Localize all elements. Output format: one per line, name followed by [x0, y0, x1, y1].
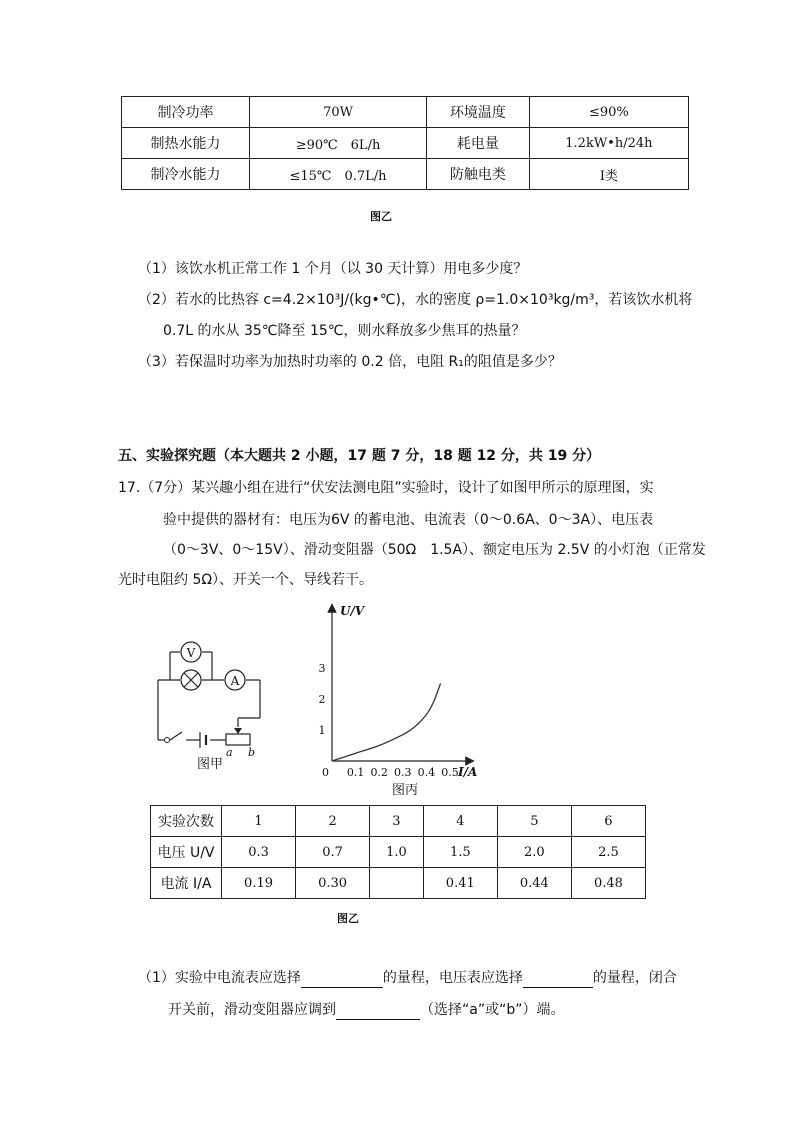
- problem-17-line-1: 17.（7分）某兴趣小组在进行“伏安法测电阻”实验时，设计了如图甲所示的原理图，实: [118, 480, 654, 496]
- table-row: [122, 128, 689, 159]
- table-cell: 5: [497, 806, 571, 837]
- problem-17-line-3: （0～3V、0～15V）、滑动变阻器（50Ω 1.5A）、额定电压为 2.5V 的小灯泡（正常发: [163, 542, 706, 558]
- x-tick-label: 0.1: [346, 766, 365, 779]
- switch-contact: [165, 738, 170, 743]
- experiment-table: [150, 805, 646, 899]
- spec-table: [121, 96, 689, 190]
- table-row: [151, 806, 646, 837]
- table-cell: 环境温度: [426, 97, 529, 128]
- table-cell: 1.5: [423, 837, 497, 868]
- table-cell: 制冷水能力: [122, 159, 250, 190]
- question-text: 开关前，滑动变阻器应调到: [168, 1002, 336, 1018]
- table-cell: Ⅰ类: [529, 159, 688, 190]
- table-cell: 0.44: [497, 868, 571, 899]
- u-i-curve: [332, 684, 441, 762]
- table-row: [151, 868, 646, 899]
- table-cell: 2: [296, 806, 370, 837]
- x-tick-label: 0.3: [394, 766, 412, 779]
- table-cell: 0.19: [222, 868, 296, 899]
- question-3: （3）若保温时功率为加热时功率的 0.2 倍，电阻 R₁的阻值是多少？: [138, 354, 562, 370]
- x-axis-label: I/A: [458, 765, 478, 779]
- table-cell: 1: [222, 806, 296, 837]
- ammeter-label: A: [230, 674, 240, 688]
- table-cell: 实验次数: [151, 806, 222, 837]
- question-text: （1）实验中电流表应选择: [138, 970, 301, 986]
- question-1: （1）该饮水机正常工作 1 个月（以 30 天计算）用电多少度？: [138, 261, 528, 277]
- u-i-chart: [310, 600, 480, 800]
- y-tick-label: 1: [318, 724, 326, 737]
- table-cell: 0.41: [423, 868, 497, 899]
- question-b-line-1: [138, 968, 677, 988]
- voltmeter-label: V: [186, 646, 196, 660]
- answer-blank[interactable]: [523, 971, 593, 988]
- table-row: [151, 837, 646, 868]
- table-cell: 制冷功率: [122, 97, 250, 128]
- question-text: 的量程，电压表应选择: [382, 970, 523, 986]
- table-cell: 0.48: [571, 868, 645, 899]
- table-cell: 4: [423, 806, 497, 837]
- chart-caption: 图丙: [391, 783, 419, 798]
- circuit-diagram: [150, 635, 270, 775]
- origin-label: 0: [322, 766, 329, 779]
- figure-caption: 图乙: [370, 210, 392, 223]
- table-cell: 70W: [250, 97, 427, 128]
- problem-17-line-4: 光时电阻约 5Ω）、开关一个、导线若干。: [118, 572, 374, 588]
- y-axis-label: U/V: [340, 604, 365, 618]
- table-cell: ≤90%: [529, 97, 688, 128]
- question-text: 的量程，闭合: [592, 970, 677, 986]
- y-tick-label: 3: [318, 662, 326, 675]
- table-cell: [370, 868, 424, 899]
- table-cell: 电流 I/A: [151, 868, 222, 899]
- question-b-line-2: [168, 1000, 564, 1020]
- x-tick-label: 0.5: [441, 766, 459, 779]
- figure-caption: 图乙: [337, 912, 359, 925]
- table-cell: 电压 U/V: [151, 837, 222, 868]
- y-tick-label: 2: [318, 693, 326, 706]
- table-cell: 制热水能力: [122, 128, 250, 159]
- answer-blank[interactable]: [336, 1003, 420, 1020]
- rheostat-slider: [234, 728, 242, 734]
- terminal-a-label: a: [226, 746, 233, 759]
- table-cell: 防触电类: [426, 159, 529, 190]
- table-cell: ≥90℃ 6L/h: [250, 128, 427, 159]
- table-cell: 1.2kW•h/24h: [529, 128, 688, 159]
- terminal-b-label: b: [248, 746, 256, 759]
- section-heading: 五、实验探究题（本大题共 2 小题，17 题 7 分，18 题 12 分，共 19 分）: [118, 448, 601, 464]
- table-cell: 2.0: [497, 837, 571, 868]
- switch-blade: [170, 732, 182, 740]
- table-cell: 0.7: [296, 837, 370, 868]
- question-2-line-2: 0.7L 的水从 35℃降至 15℃，则水释放多少焦耳的热量？: [163, 323, 526, 339]
- table-cell: 1.0: [370, 837, 424, 868]
- table-cell: 耗电量: [426, 128, 529, 159]
- table-cell: ≤15℃ 0.7L/h: [250, 159, 427, 190]
- table-cell: 3: [370, 806, 424, 837]
- problem-17-line-2: 验中提供的器材有：电压为6V 的蓄电池、电流表（0～0.6A、0～3A）、电压表: [163, 512, 654, 528]
- table-cell: 0.30: [296, 868, 370, 899]
- table-row: [122, 97, 689, 128]
- question-text: （选择“a”或“b”）端。: [420, 1002, 565, 1018]
- x-tick-label: 0.2: [370, 766, 388, 779]
- table-cell: 0.3: [222, 837, 296, 868]
- question-2-line-1: （2）若水的比热容 c=4.2×10³J/(kg•℃)，水的密度 ρ=1.0×10³kg/m³，若该饮水机将: [138, 292, 693, 308]
- x-tick-label: 0.4: [417, 766, 436, 779]
- table-cell: 6: [571, 806, 645, 837]
- answer-blank[interactable]: [301, 971, 383, 988]
- circuit-caption: 图甲: [196, 757, 224, 772]
- table-row: [122, 159, 689, 190]
- rheostat-body: [226, 734, 250, 745]
- table-cell: 2.5: [571, 837, 645, 868]
